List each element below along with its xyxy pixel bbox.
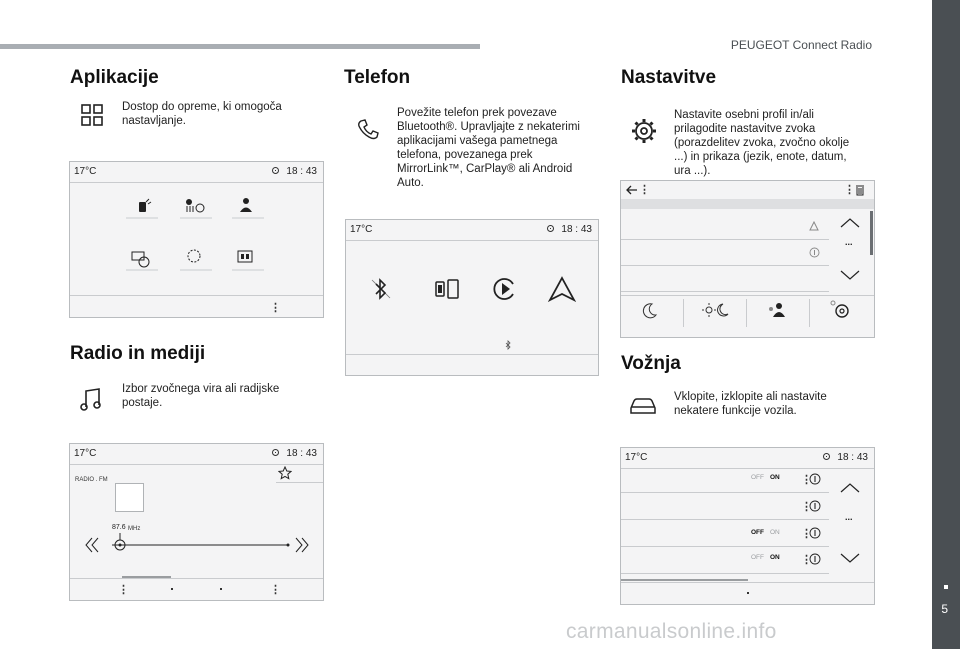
more-ellipsis[interactable]: ... [845,512,853,522]
gps-icon [823,453,830,460]
temperature: 17°C [625,452,648,463]
info-icon[interactable] [809,527,821,539]
function-toggle-4[interactable]: OFF ON [751,554,780,561]
section-title-radio: Radio in mediji [70,343,206,364]
settings-screen [620,180,875,338]
gps-icon [272,167,279,174]
tab-strip [621,199,874,209]
page-dot [220,588,222,590]
apps-icon-grid [124,196,274,276]
driving-screen [620,447,875,605]
divider [621,239,829,240]
divider [621,492,829,493]
scrollbar[interactable] [870,211,873,255]
status-bar [70,444,323,462]
divider [346,354,598,355]
radio-description: Izbor zvočnega vira ali radijske postaje. [122,383,280,409]
menu-kebab-button[interactable]: ⋮ [801,554,812,566]
menu-kebab-button[interactable]: ⋮ [801,474,812,486]
page-marker [944,585,948,589]
divider [621,291,829,292]
status-bar [70,162,323,180]
divider [683,299,684,327]
carplay-icon[interactable] [492,276,518,302]
watermark: carmanualsonline.info [566,620,777,643]
settings-tab-gear-icon[interactable] [829,299,851,321]
divider [70,295,323,296]
divider [621,519,829,520]
divider [621,573,829,574]
menu-kebab-button[interactable]: ⋮ [270,584,281,596]
gps-icon [547,225,554,232]
music-note-icon [80,388,102,412]
status-bar [346,220,598,238]
phone-icon [356,118,380,142]
telefon-description: Povežite telefon prek povezave Bluetooth®. Upravljajte z nekaterimi aplikacijami vašega pametnega telefona, povezanega prek MirrorLink™, CarPlay® ali Android Auto. [397,107,580,189]
menu-kebab-button[interactable]: ⋮ [270,302,281,314]
divider [621,295,874,296]
tab-indicator [621,579,748,581]
mirrorlink-icon[interactable] [434,278,460,300]
profile-icon[interactable] [767,301,787,319]
menu-kebab-button[interactable]: ⋮ [639,184,650,196]
frequency-value: 87.6 [112,524,126,531]
divider [621,582,874,583]
scroll-down-chevron-icon[interactable] [839,552,861,564]
divider [809,299,810,327]
bluetooth-status-icon [504,340,512,350]
status-bar [621,448,874,466]
more-ellipsis[interactable]: ... [845,237,853,247]
divider [70,578,323,579]
top-rule [0,44,480,49]
favorite-star-icon[interactable] [278,466,292,480]
radio-screen [69,443,324,601]
frequency-tuner-slider[interactable] [84,532,310,560]
gps-icon [272,449,279,456]
page-number: 5 [941,602,948,616]
scroll-down-chevron-icon[interactable] [839,269,861,281]
warning-icon [809,221,819,231]
source-indicator [122,576,171,578]
section-title-voznja: Vožnja [621,353,681,374]
section-title-nastavitve: Nastavitve [621,67,717,88]
function-toggle-1[interactable]: OFF ON [751,474,780,481]
nastavitve-description: Nastavite osebni profil in/ali prilagodite nastavitve zvoka (porazdelitev zvoka, zvočno okolje ...) in prikaza (jezik, enote, datum, ura ...). [674,109,850,177]
divider [746,299,747,327]
side-strip [932,0,960,649]
temperature: 17°C [74,166,97,177]
apps-screen [69,161,324,318]
voznja-description: Vklopite, izklopite ali nastavite nekatere funkcije vozila. [674,391,827,417]
night-mode-icon[interactable] [641,301,659,319]
clock: 18 : 43 [286,166,317,177]
divider [70,464,323,465]
header-title: PEUGEOT Connect Radio [730,38,872,52]
page-dot [171,588,173,590]
divider [276,482,323,483]
frequency-unit: MHz [128,526,141,532]
android-auto-icon[interactable] [548,276,576,302]
page-dot [747,592,749,594]
divider [70,182,323,183]
info-icon[interactable] [809,247,820,258]
settings-gear-icon [630,117,658,145]
aplikacije-description: Dostop do opreme, ki omogoča nastavljanje. [122,101,282,127]
clock: 18 : 43 [286,448,317,459]
divider [346,240,598,241]
divider [621,468,874,469]
telefon-screen [345,219,599,376]
divider [621,265,829,266]
divider [621,546,829,547]
car-icon [628,396,658,416]
scroll-up-chevron-icon[interactable] [839,217,861,229]
day-night-icon[interactable] [701,301,731,319]
menu-kebab-button[interactable]: ⋮ [844,184,855,196]
trash-icon[interactable] [855,184,865,196]
bluetooth-icon[interactable] [368,276,394,302]
info-icon[interactable] [809,500,821,512]
info-icon[interactable] [809,473,821,485]
clock: 18 : 43 [837,452,868,463]
function-toggle-3[interactable]: OFF ON [751,529,780,536]
clock: 18 : 43 [561,224,592,235]
station-artwork [115,483,144,512]
menu-kebab-button[interactable]: ⋮ [801,528,812,540]
back-arrow-icon[interactable] [625,184,639,196]
info-icon[interactable] [809,553,821,565]
apps-grid-icon [81,104,103,126]
temperature: 17°C [74,448,97,459]
section-title-aplikacije: Aplikacije [70,67,159,88]
menu-kebab-button[interactable]: ⋮ [118,584,129,596]
scroll-up-chevron-icon[interactable] [839,482,861,494]
temperature: 17°C [350,224,373,235]
menu-kebab-button[interactable]: ⋮ [801,501,812,513]
section-title-telefon: Telefon [344,67,411,88]
radio-band: RADIO . FM [75,477,108,483]
